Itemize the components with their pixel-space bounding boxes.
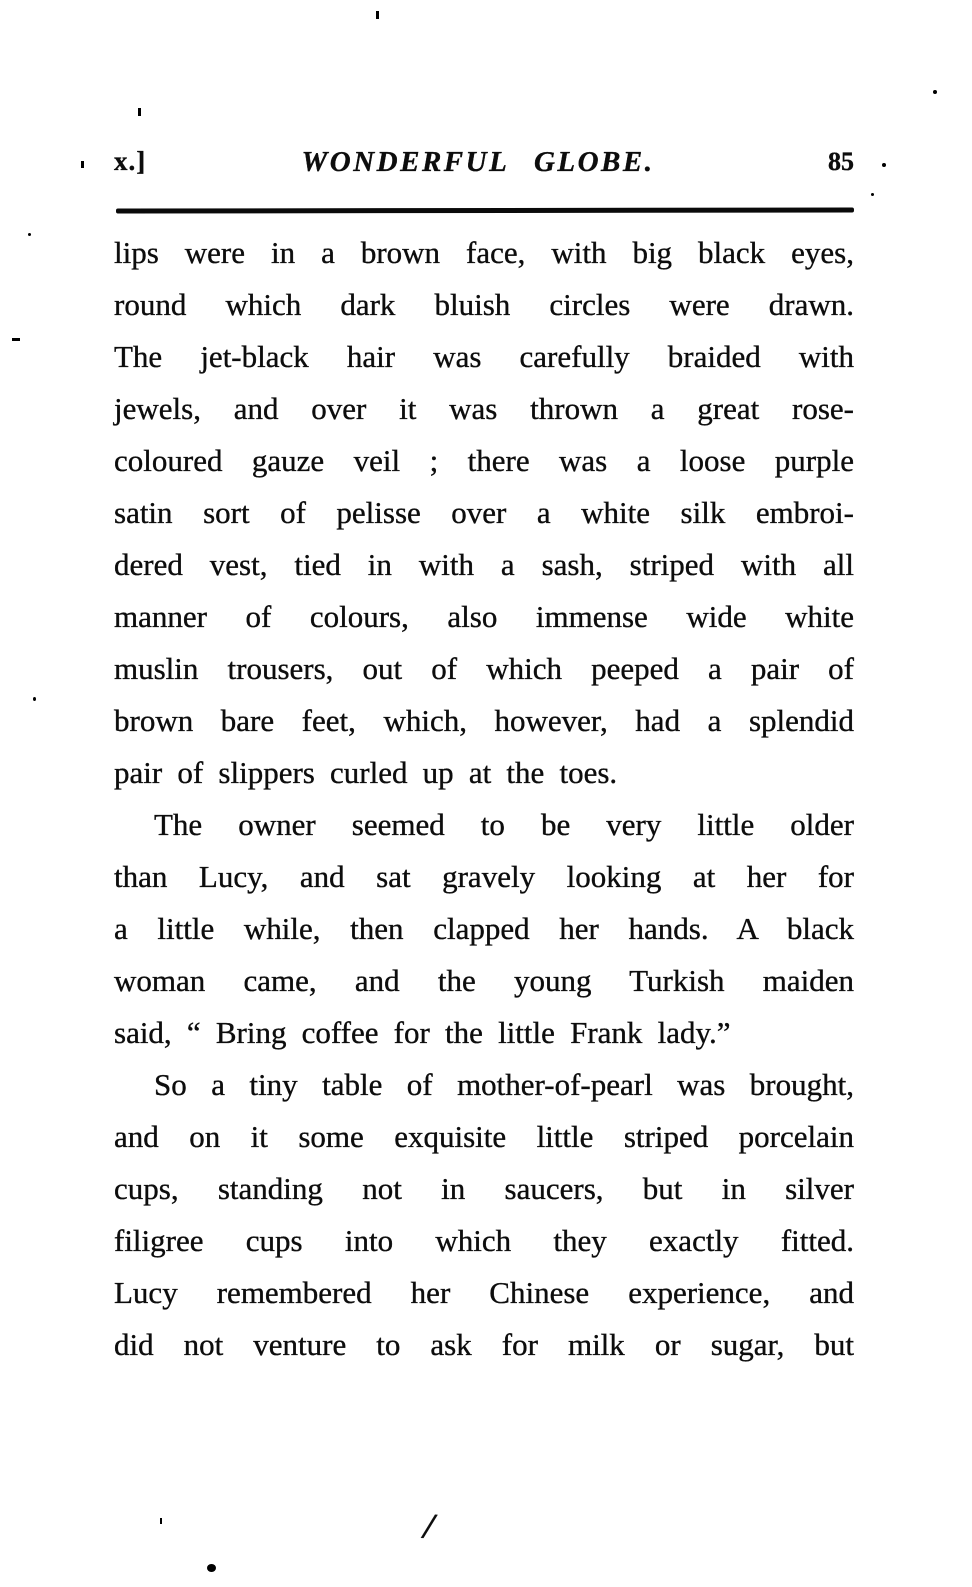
text-line: brown bare feet, which, however, had a splendid: [114, 703, 854, 738]
paragraph: [114, 1059, 854, 1371]
text-line: muslin trousers, out of which peeped a pair of: [114, 651, 854, 686]
scan-speck: [160, 1518, 162, 1524]
header-rule: [116, 207, 854, 213]
text-line: round which dark bluish circles were drawn.: [114, 287, 854, 322]
scan-speck: [33, 697, 36, 701]
scan-speck: [933, 90, 937, 94]
text-line: and on it some exquisite little striped porcelain: [114, 1119, 854, 1154]
paragraph: [114, 799, 854, 1059]
scan-speck: [376, 11, 379, 19]
text-line: jewels, and over it was thrown a great rose-: [114, 391, 854, 426]
text-line: cups, standing not in saucers, but in silver: [114, 1171, 854, 1206]
scan-speck: [882, 163, 886, 167]
text-line: The jet-black hair was carefully braided with: [114, 339, 854, 374]
ink-spot: [207, 1564, 216, 1572]
scan-speck: [12, 338, 20, 341]
text-line: So a tiny table of mother-of-pearl was brought,: [154, 1067, 854, 1102]
text-line: dered vest, tied in with a sash, striped with all: [114, 547, 854, 582]
text-line: pair of slippers curled up at the toes.: [114, 755, 618, 790]
scan-speck: [871, 193, 874, 196]
scan-speck: [81, 161, 84, 168]
chapter-mark: x.]: [114, 146, 147, 176]
page-number: 85: [828, 147, 854, 176]
text-line: satin sort of pelisse over a white silk embroi-: [114, 495, 854, 530]
text-line: did not venture to ask for milk or sugar, but: [114, 1327, 854, 1362]
text-line: than Lucy, and sat gravely looking at her for: [114, 859, 854, 894]
text-line: said, “ Bring coffee for the little Frank lady.”: [114, 1015, 731, 1050]
text-line: The owner seemed to be very little older: [154, 807, 854, 842]
text-line: lips were in a brown face, with big black eyes,: [114, 235, 854, 270]
text-line: woman came, and the young Turkish maiden: [114, 963, 854, 998]
text-line: coloured gauze veil ; there was a loose purple: [114, 443, 854, 478]
running-head: [114, 146, 854, 184]
text-line: filigree cups into which they exactly fitted.: [114, 1223, 854, 1258]
paragraph: [114, 227, 854, 799]
scan-speck: [138, 108, 141, 116]
text-line: manner of colours, also immense wide white: [114, 599, 854, 634]
text-line: a little while, then clapped her hands. A black: [114, 911, 854, 946]
body-text: [114, 227, 854, 1371]
scan-speck: [28, 233, 31, 236]
running-title: WONDERFUL GLOBE.: [301, 146, 655, 178]
text-line: Lucy remembered her Chinese experience, and: [114, 1275, 854, 1310]
signature-mark: /: [422, 1505, 436, 1547]
